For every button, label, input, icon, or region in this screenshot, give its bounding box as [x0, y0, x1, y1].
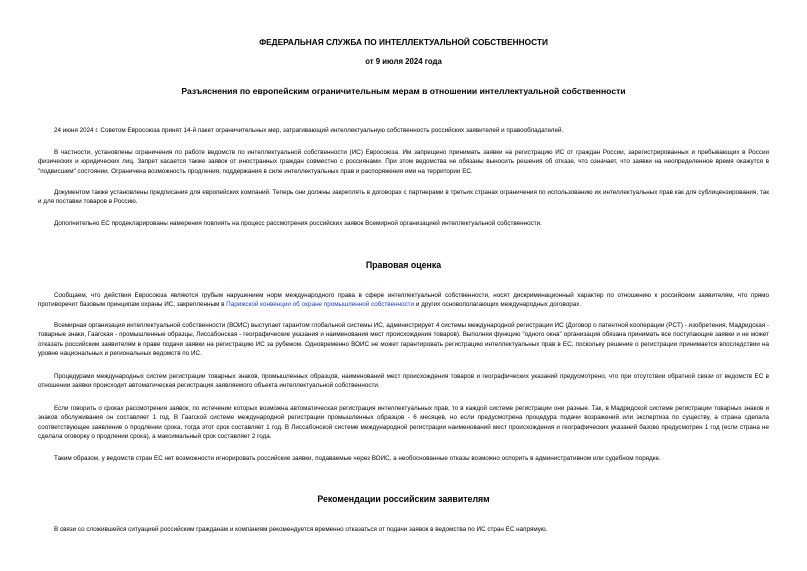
legal-paragraph-1 [38, 291, 769, 310]
recommendations-paragraph-1: В связи со сложившейся ситуацией российским гражданам и компаниям рекомендуется временно отказаться от подачи заявок в ведомства по ИС стран ЕС напрямую. [54, 526, 548, 533]
legal-paragraph-1-end: и других основополагающих международных договорах. [414, 301, 582, 309]
legal-paragraph-1-start: Сообщаем, что действия Евросоюза являются грубым нарушением норм международного права в сфере интеллектуальной собственности, носят дискриминационный характер по отношению к российским заявителям, что прямо противоречит базовым принципам охраны ИС, закрепленным в [38, 292, 769, 309]
legal-paragraph-5: Таким образом, у ведомств стран ЕС нет возможности игнорировать российские заявки, подаваемые через ВОИС, а необоснованные отказы возможно оспорить в административном или судебном порядке. [54, 455, 661, 462]
intro-paragraph-1: 24 июня 2024 г. Советом Евросоюза принят 14-й пакет ограничительных мер, затрагивающий интеллектуальную собственность российских заявителей и правообладателей. [54, 127, 564, 134]
section-heading-legal: Правовая оценка [365, 260, 442, 270]
section-heading-recommendations: Рекомендации российским заявителям [317, 494, 490, 504]
intro-paragraph-4: Дополнительно ЕС продекларированы намерения повлиять на процесс рассмотрения российских заявок Всемирной организацией интеллектуальной собственности. [54, 220, 542, 227]
paris-convention-link[interactable]: Парижской конвенции об охране промышленной собственности [226, 301, 415, 309]
intro-paragraph-3: Документом также установлены предписания для европейских компаний. Теперь они должны закреплять в договорах с партнерами в третьих странах ограничения по использованию их интеллектуальных прав как для сублицензирования, так и для поставки товаров в Россию. [38, 189, 769, 206]
document-title: Разъяснения по европейским ограничительным мерам в отношении интеллектуальной собственности [181, 86, 626, 96]
agency-name: ФЕДЕРАЛЬНАЯ СЛУЖБА ПО ИНТЕЛЛЕКТУАЛЬНОЙ СОБСТВЕННОСТИ [259, 37, 548, 47]
legal-paragraph-3: Процедурами международных систем регистрации товарных знаков, промышленных образцов, наименований мест происхождения товаров и географических указаний предусмотрено, что при отсутствии обратной связи от ведомств ЕС в отношении заявки происходит автоматическая регистрация заявляемого объекта интеллектуальной собственности. [38, 373, 769, 390]
document-date: от 9 июля 2024 года [365, 57, 442, 66]
legal-paragraph-2: Всемирная организация интеллектуальной собственности (ВОИС) выступает гарантом глобальной системы ИС, администрирует 4 системы международной регистрации ИС (Договор о патентной кооперации (PCT) - изобретения, Мадридская - товарные знаки, Гаагская - промышленные образцы, Лиссабонская - географические указания и наименования мест происхождения товаров). Выполняя функцию "одного окна" организация обязана принимать все поступающие заявки и не может отказать российским заявителям в праве подачи заявки на регистрацию ИС за рубежом. Одновременно ВОИС не может гарантировать регистрацию интеллектуальных прав в ЕС, поскольку решение о регистрации принимается впоследствии на уровне национальных и региональных ведомств по ИС. [38, 322, 769, 358]
legal-paragraph-4: Если говорить о сроках рассмотрения заявок, по истечении которых возможна автоматическая регистрация интеллектуальных прав, то в каждой системе регистрации они разные. Так, в Мадридской системе регистрации товарных знаков и знаков обслуживания он составляет 1 год. В Гаагской системе международной регистрации промышленных образцов - 6 месяцев, но если предусмотрена процедура подачи возражений или экспертиза по существу, а страна сделала соответствующее заявление о продлении срока, тогда этот срок составляет 1 год. В Лиссабонской системе международной регистрации наименований мест происхождения и географических указаний базово предусмотрен 1 год (если страна не сделала оговорку о продлении срока), а максимальный срок составляет 2 года. [38, 405, 769, 441]
intro-paragraph-2: В частности, установлены ограничения по работе ведомств по интеллектуальной собственности (ИС) Евросоюза. Им запрещено принимать заявки на регистрацию ИС от граждан России, зарегистрированных и пребывающих в России физических и юридических лиц. Запрет касается также заявок от иностранных граждан совместно с россиянами. При этом ведомства не обязаны выносить решения об отказе, что означает, что заявки на неопределенное время окажутся в "подвисшем" состоянии. Ограничена возможность продления, поддержания в силе интеллектуальных прав и распоряжения ими на территории ЕС. [38, 149, 769, 175]
